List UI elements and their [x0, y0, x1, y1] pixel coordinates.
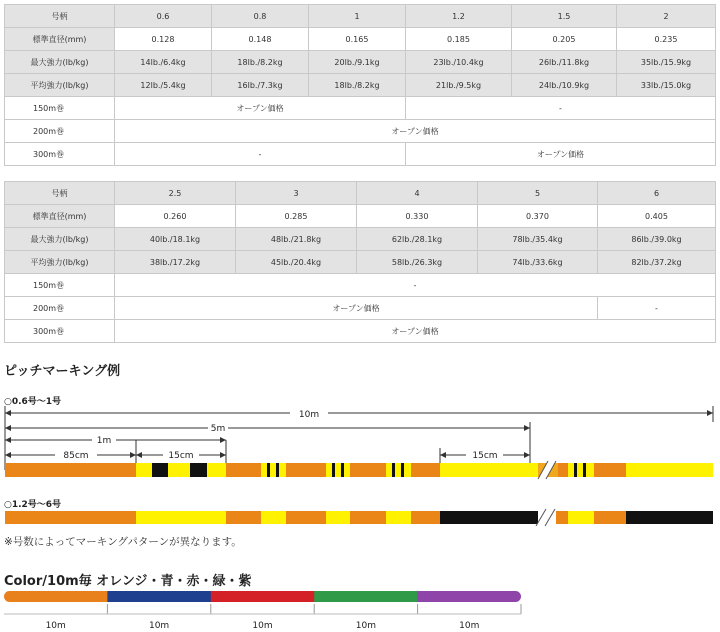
- price-cell: オープン価格: [406, 143, 716, 166]
- header-cell: 5: [478, 182, 598, 205]
- pattern-2-label: ○1.2号〜6号: [4, 500, 62, 510]
- table-cell: 16lb./7.3kg: [212, 74, 309, 97]
- pattern-1-line: [5, 461, 713, 479]
- row-label: 200m巻: [5, 120, 115, 143]
- table-cell: 0.185: [406, 28, 512, 51]
- table-row: [5, 205, 716, 228]
- dim-label-1m: 1m: [96, 436, 112, 446]
- table-cell: 0.405: [598, 205, 716, 228]
- table-cell: 82lb./37.2kg: [598, 251, 716, 274]
- table-row: [5, 120, 716, 143]
- price-cell: オープン価格: [115, 97, 406, 120]
- row-label: 標準直径(mm): [5, 28, 115, 51]
- table-cell: 23lb./10.4kg: [406, 51, 512, 74]
- header-cell: 号柄: [5, 5, 115, 28]
- table-row: [5, 143, 716, 166]
- table-row: [5, 320, 716, 343]
- table-row: [5, 228, 716, 251]
- header-cell: 2.5: [115, 182, 236, 205]
- header-cell: 3: [236, 182, 357, 205]
- dimension-arrows: [5, 410, 713, 458]
- price-cell: -: [115, 143, 406, 166]
- segment-length-label: 10m: [355, 621, 377, 631]
- dim-label-15cm: 15cm: [168, 451, 194, 461]
- row-label: 平均強力(lb/kg): [5, 74, 115, 97]
- row-label: 300m巻: [5, 143, 115, 166]
- price-cell: オープン価格: [115, 120, 716, 143]
- dim-label-5m: 5m: [210, 424, 226, 434]
- table-cell: 18lb./8.2kg: [309, 74, 406, 97]
- price-cell: オープン価格: [115, 297, 598, 320]
- table-cell: 12lb./5.4kg: [115, 74, 212, 97]
- table-cell: 26lb./11.8kg: [512, 51, 617, 74]
- price-cell: -: [115, 274, 716, 297]
- table-cell: 86lb./39.0kg: [598, 228, 716, 251]
- table-cell: 48lb./21.8kg: [236, 228, 357, 251]
- table-cell: 0.235: [617, 28, 716, 51]
- spec-table-1: [4, 4, 716, 166]
- table-cell: 74lb./33.6kg: [478, 251, 598, 274]
- table-cell: 45lb./20.4kg: [236, 251, 357, 274]
- header-cell: 0.8: [212, 5, 309, 28]
- pattern-note: ※号数によってマーキングパターンが異なります。: [4, 536, 242, 548]
- table-cell: 21lb./9.5kg: [406, 74, 512, 97]
- header-cell: 2: [617, 5, 716, 28]
- table-row: [5, 28, 716, 51]
- header-cell: 0.6: [115, 5, 212, 28]
- color-bar-diagram: [0, 588, 720, 632]
- table-row: [5, 74, 716, 97]
- header-cell: 1.2: [406, 5, 512, 28]
- table-cell: 18lb./8.2kg: [212, 51, 309, 74]
- header-cell: 1: [309, 5, 406, 28]
- table-row: [5, 274, 716, 297]
- table-cell: 20lb./9.1kg: [309, 51, 406, 74]
- table-cell: 40lb./18.1kg: [115, 228, 236, 251]
- table-row: [5, 297, 716, 320]
- color-segment: [314, 591, 418, 602]
- color-segment: [211, 591, 315, 602]
- color-segment: [4, 591, 108, 602]
- row-label: 平均強力(lb/kg): [5, 251, 115, 274]
- segment-length-label: 10m: [459, 621, 480, 631]
- color-title: Color/10m毎 オレンジ・青・赤・緑・紫: [4, 574, 252, 589]
- spec-table-2: [4, 181, 716, 343]
- color-labels: [4, 604, 521, 631]
- row-label: 標準直径(mm): [5, 205, 115, 228]
- table-cell: 0.205: [512, 28, 617, 51]
- header-cell: 6: [598, 182, 716, 205]
- row-label: 最大強力(lb/kg): [5, 51, 115, 74]
- pattern-2-line: [5, 509, 713, 526]
- segment-length-label: 10m: [252, 621, 273, 631]
- table-cell: 62lb./28.1kg: [357, 228, 478, 251]
- row-label: 150m巻: [5, 97, 115, 120]
- price-cell: -: [598, 297, 716, 320]
- table-cell: 0.165: [309, 28, 406, 51]
- color-segment: [107, 591, 211, 602]
- table-cell: 0.128: [115, 28, 212, 51]
- price-cell: オープン価格: [115, 320, 716, 343]
- table-cell: 0.148: [212, 28, 309, 51]
- table-cell: 58lb./26.3kg: [357, 251, 478, 274]
- price-cell: -: [406, 97, 716, 120]
- row-label: 300m巻: [5, 320, 115, 343]
- table-row: [5, 5, 716, 28]
- table-cell: 14lb./6.4kg: [115, 51, 212, 74]
- pitch-marking-title: ピッチマーキング例: [4, 364, 121, 379]
- row-label: 200m巻: [5, 297, 115, 320]
- dim-label-85cm: 85cm: [63, 451, 89, 461]
- table-cell: 0.285: [236, 205, 357, 228]
- header-cell: 4: [357, 182, 478, 205]
- header-cell: 号柄: [5, 182, 115, 205]
- table-cell: 33lb./15.0kg: [617, 74, 716, 97]
- table-cell: 38lb./17.2kg: [115, 251, 236, 274]
- table-cell: 0.370: [478, 205, 598, 228]
- table-row: [5, 97, 716, 120]
- row-label: 150m巻: [5, 274, 115, 297]
- dim-label-15cm: 15cm: [472, 451, 498, 461]
- color-bar: [4, 591, 522, 602]
- table-row: [5, 182, 716, 205]
- segment-length-label: 10m: [148, 621, 170, 631]
- table-cell: 78lb./35.4kg: [478, 228, 598, 251]
- segment-length-label: 10m: [45, 621, 66, 631]
- table-cell: 24lb./10.9kg: [512, 74, 617, 97]
- table-cell: 0.330: [357, 205, 478, 228]
- table-row: [5, 51, 716, 74]
- table-row: [5, 251, 716, 274]
- color-segment: [418, 591, 522, 602]
- pattern-1-label: ○0.6号〜1号: [4, 397, 62, 407]
- table-cell: 0.260: [115, 205, 236, 228]
- dim-label-10m: 10m: [298, 410, 320, 420]
- header-cell: 1.5: [512, 5, 617, 28]
- pitch-marking-diagram: [0, 400, 720, 530]
- table-cell: 35lb./15.9kg: [617, 51, 716, 74]
- row-label: 最大強力(lb/kg): [5, 228, 115, 251]
